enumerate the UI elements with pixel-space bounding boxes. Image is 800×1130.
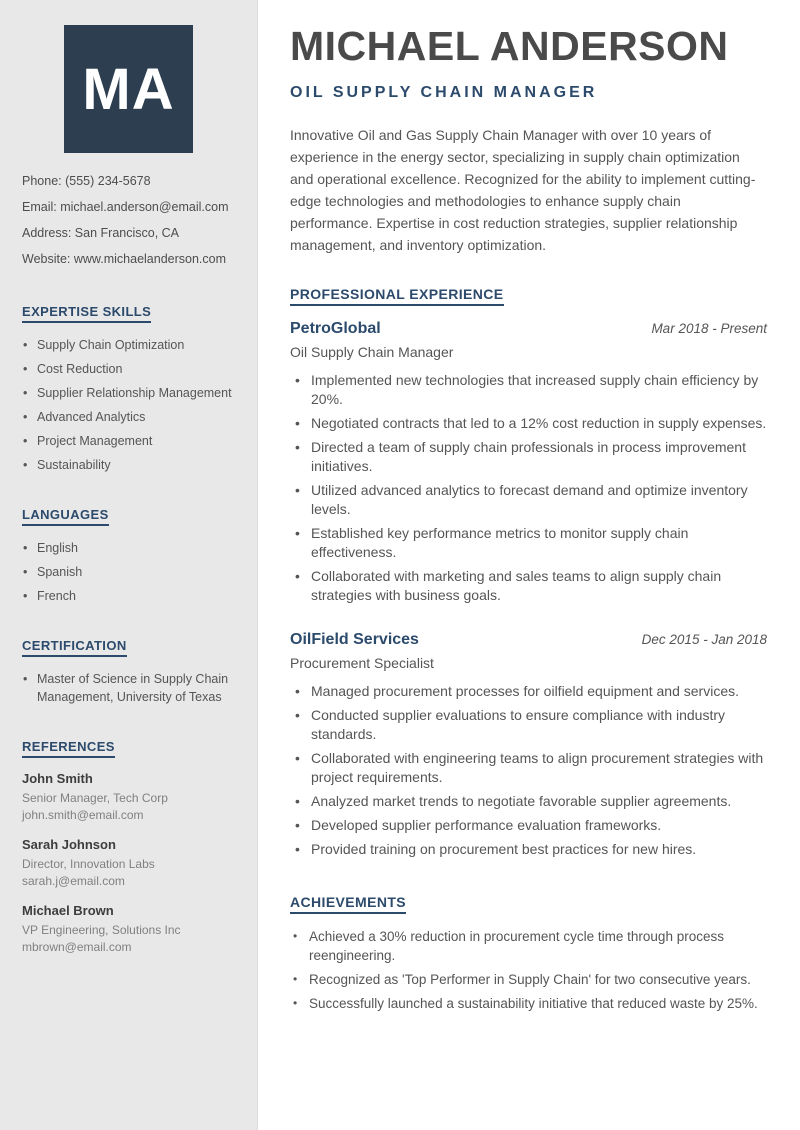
contact-info <box>22 173 235 267</box>
skills-heading: EXPERTISE SKILLS <box>22 304 151 323</box>
job-bullet: • Utilized advanced analytics to forecast demand and optimize inventory levels. <box>290 481 767 519</box>
reference-email: mbrown@email.com <box>22 940 132 954</box>
language-item: • French <box>22 587 235 605</box>
reference-role: Senior Manager, Tech Corp <box>22 791 168 805</box>
job-role: Oil Supply Chain Manager <box>290 344 454 360</box>
languages-heading: LANGUAGES <box>22 507 109 526</box>
job-bullet: • Negotiated contracts that led to a 12% cost reduction in supply expenses. <box>290 414 767 433</box>
job-bullet: • Established key performance metrics to monitor supply chain effectiveness. <box>290 524 767 562</box>
job-company: OilField Services <box>290 631 419 648</box>
person-name: MICHAEL ANDERSON <box>290 23 729 69</box>
job-bullet: • Conducted supplier evaluations to ensure compliance with industry standards. <box>290 706 767 744</box>
certification-heading: CERTIFICATION <box>22 638 127 657</box>
job-header <box>290 320 767 338</box>
skill-item: • Supplier Relationship Management <box>22 384 235 402</box>
language-item: • Spanish <box>22 563 235 581</box>
person-title: OIL SUPPLY CHAIN MANAGER <box>290 84 598 101</box>
main-content <box>258 0 800 1130</box>
contact-address: Address: San Francisco, CA <box>22 226 180 240</box>
languages-list <box>22 539 235 605</box>
reference-name: Sarah Johnson <box>22 837 116 852</box>
job-company: PetroGlobal <box>290 320 381 337</box>
reference-name: John Smith <box>22 771 93 786</box>
avatar <box>64 25 193 153</box>
job-bullet: • Managed procurement processes for oilfield equipment and services. <box>290 682 767 701</box>
job-bullet: • Implemented new technologies that increased supply chain efficiency by 20%. <box>290 371 767 409</box>
job-dates: Mar 2018 - Present <box>651 321 767 336</box>
language-item: • English <box>22 539 235 557</box>
job-bullet: • Collaborated with engineering teams to align procurement strategies with project requirements. <box>290 749 767 787</box>
achievement-item: • Achieved a 30% reduction in procurement cycle time through process reengineering. <box>290 927 767 965</box>
certification-list <box>22 670 235 706</box>
skills-list <box>22 336 235 474</box>
references-heading: REFERENCES <box>22 739 115 758</box>
job-bullet-list <box>290 682 767 859</box>
avatar-initials: MA <box>82 56 175 122</box>
reference-entry <box>22 771 235 824</box>
achievements-list <box>290 927 767 1013</box>
achievements-heading: ACHIEVEMENTS <box>290 894 406 914</box>
achievement-item: • Recognized as 'Top Performer in Supply Chain' for two consecutive years. <box>290 970 767 989</box>
contact-website: Website: www.michaelanderson.com <box>22 252 227 266</box>
job-header <box>290 631 767 649</box>
job-role: Procurement Specialist <box>290 655 434 671</box>
skill-item: • Sustainability <box>22 456 235 474</box>
skill-item: • Cost Reduction <box>22 360 235 378</box>
reference-role: VP Engineering, Solutions Inc <box>22 923 181 937</box>
job-bullet: • Provided training on procurement best practices for new hires. <box>290 840 767 859</box>
reference-email: john.smith@email.com <box>22 808 144 822</box>
skill-item: • Advanced Analytics <box>22 408 235 426</box>
contact-email: Email: michael.anderson@email.com <box>22 200 229 214</box>
reference-entry <box>22 903 235 956</box>
reference-email: sarah.j@email.com <box>22 874 125 888</box>
job-oilfield-services <box>290 631 767 859</box>
job-bullet: • Collaborated with marketing and sales teams to align supply chain strategies with business goals. <box>290 567 767 605</box>
job-bullet-list <box>290 371 767 605</box>
reference-entry <box>22 837 235 890</box>
reference-role: Director, Innovation Labs <box>22 857 155 871</box>
certification-item: • Master of Science in Supply Chain Management, University of Texas <box>22 670 235 706</box>
sidebar <box>0 0 258 1130</box>
skill-item: • Project Management <box>22 432 235 450</box>
job-bullet: • Developed supplier performance evaluation frameworks. <box>290 816 767 835</box>
experience-heading: PROFESSIONAL EXPERIENCE <box>290 286 504 306</box>
summary-paragraph: Innovative Oil and Gas Supply Chain Manager with over 10 years of experience in the energy sector, specializing in supply chain optimization and operational excellence. Recognized for the ability to implement cutting-edge technologies and methodologies to enhance supply chain performance. Expertise in cost reduction strategies, supplier relationship management, and inventory optimization. <box>290 127 756 253</box>
skill-item: • Supply Chain Optimization <box>22 336 235 354</box>
job-bullet: • Analyzed market trends to negotiate favorable supplier agreements. <box>290 792 767 811</box>
job-dates: Dec 2015 - Jan 2018 <box>641 632 767 647</box>
achievement-item: • Successfully launched a sustainability initiative that reduced waste by 25%. <box>290 994 767 1013</box>
job-bullet: • Directed a team of supply chain professionals in process improvement initiatives. <box>290 438 767 476</box>
job-petroglobal <box>290 320 767 605</box>
contact-phone: Phone: (555) 234-5678 <box>22 174 151 188</box>
reference-name: Michael Brown <box>22 903 114 918</box>
